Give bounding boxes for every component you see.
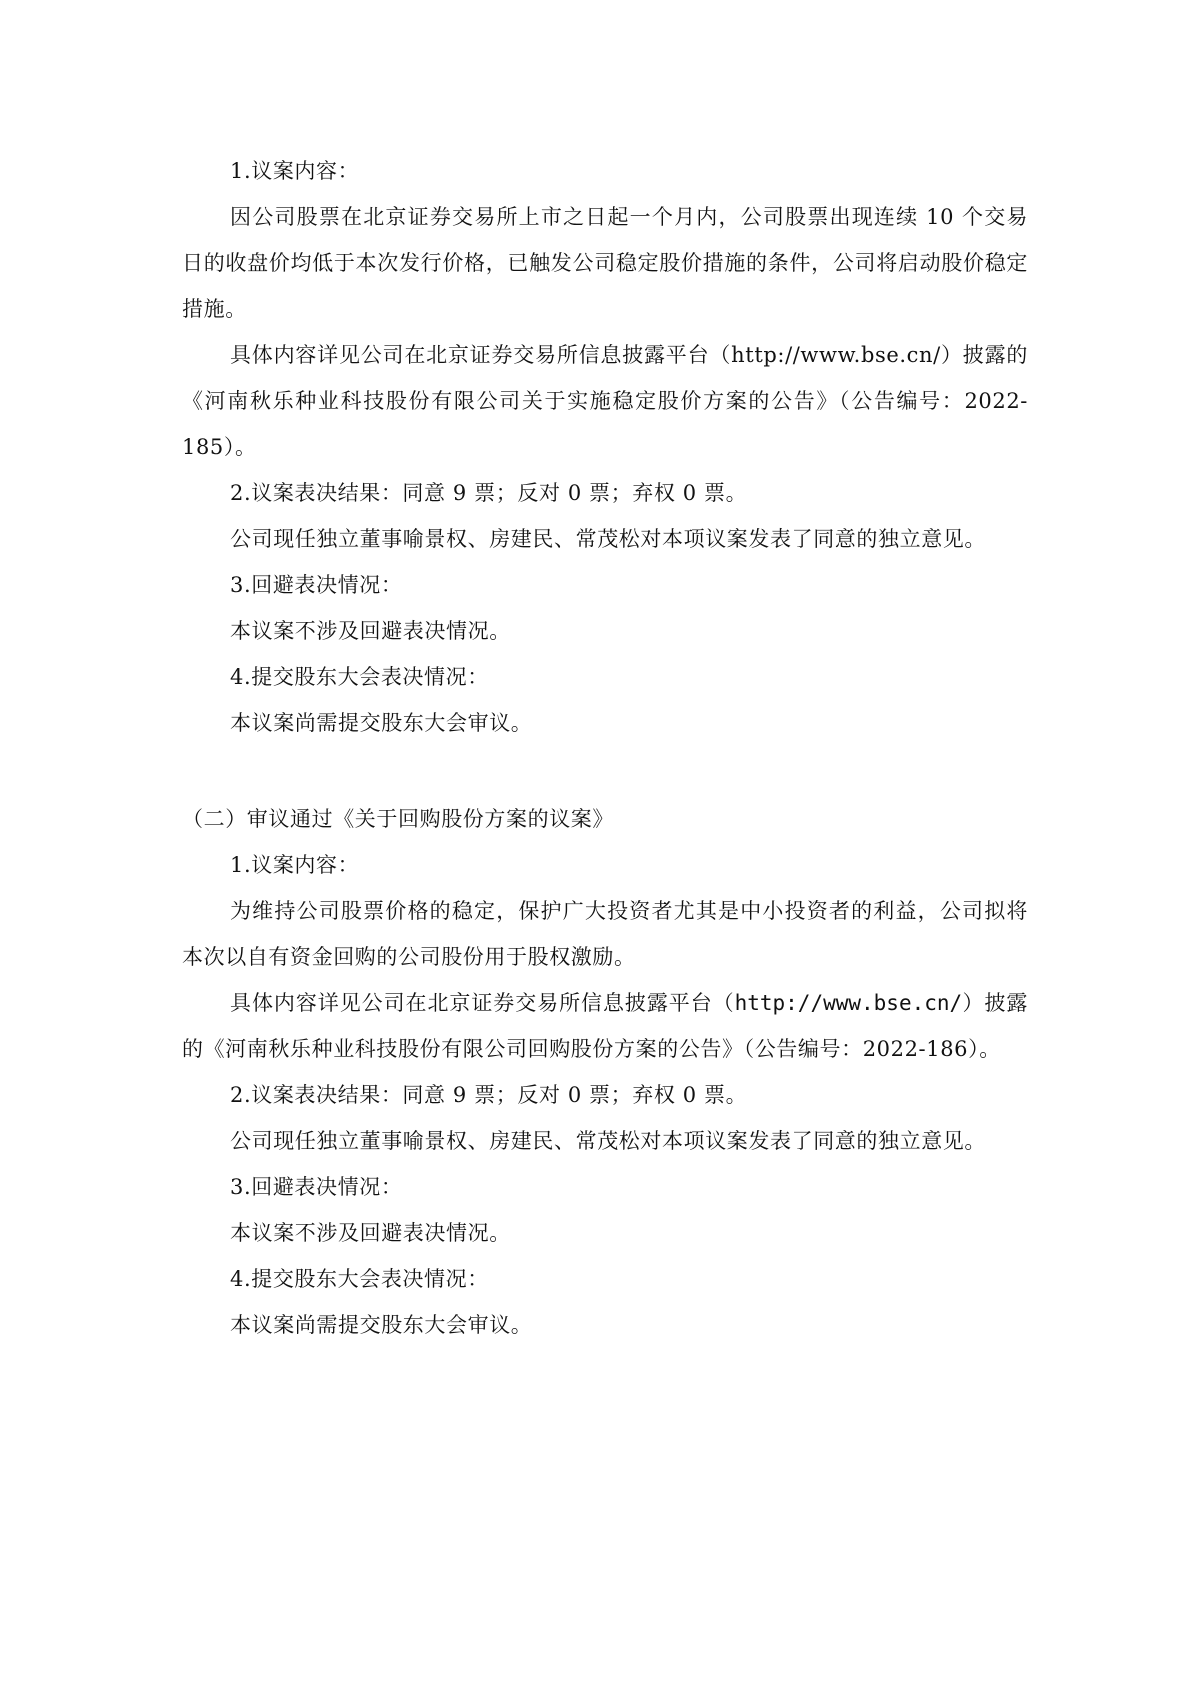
s2-item3-title: 3.回避表决情况： [230,1175,403,1199]
s2-item2-opinion: 公司现任独立董事喻景权、房建民、常茂松对本项议案发表了同意的独立意见。 [230,1129,986,1153]
s1-item4-body: 本议案尚需提交股东大会审议。 [230,711,533,735]
s1-item4-title: 4.提交股东大会表决情况： [230,665,489,689]
s2-detail-url[interactable]: http://www.bse.cn/ [734,991,963,1015]
s1-item1-body: 因公司股票在北京证券交易所上市之日起一个月内，公司股票出现连续 10 个交易日的收盘价均低于本次发行价格，已触发公司稳定股价措施的条件，公司将启动股价稳定措施。 [182,205,1028,321]
s2-item2-vote: 2.议案表决结果：同意 9 票；反对 0 票；弃权 0 票。 [230,1083,748,1107]
s2-item4-title: 4.提交股东大会表决情况： [230,1267,489,1291]
s2-item1-title: 1.议案内容： [230,853,360,877]
s1-item3-title: 3.回避表决情况： [230,573,403,597]
s2-item1-body: 为维持公司股票价格的稳定，保护广大投资者尤其是中小投资者的利益，公司拟将本次以自有资金回购的公司股份用于股权激励。 [182,899,1028,969]
s2-item1-detail [182,980,1028,1072]
section-spacer [182,746,1028,796]
s1-item1-title: 1.议案内容： [230,159,360,183]
s1-item2-vote: 2.议案表决结果：同意 9 票；反对 0 票；弃权 0 票。 [230,481,748,505]
s1-item1-detail: 具体内容详见公司在北京证券交易所信息披露平台（http://www.bse.cn/）披露的《河南秋乐种业科技股份有限公司关于实施稳定股价方案的公告》（公告编号：2022-185）。 [182,343,1028,459]
s2-item3-body: 本议案不涉及回避表决情况。 [230,1221,511,1245]
s1-item2-opinion: 公司现任独立董事喻景权、房建民、常茂松对本项议案发表了同意的独立意见。 [230,527,986,551]
s2-heading: （二）审议通过《关于回购股份方案的议案》 [182,807,614,831]
s2-item4-body: 本议案尚需提交股东大会审议。 [230,1313,533,1337]
s2-detail-suffix: ）披露的《河南秋乐种业科技股份有限公司回购股份方案的公告》（公告编号：2022-186）。 [182,991,1028,1061]
s1-item3-body: 本议案不涉及回避表决情况。 [230,619,511,643]
s2-detail-prefix: 具体内容详见公司在北京证券交易所信息披露平台（ [230,991,735,1015]
document-body [182,148,1028,1348]
